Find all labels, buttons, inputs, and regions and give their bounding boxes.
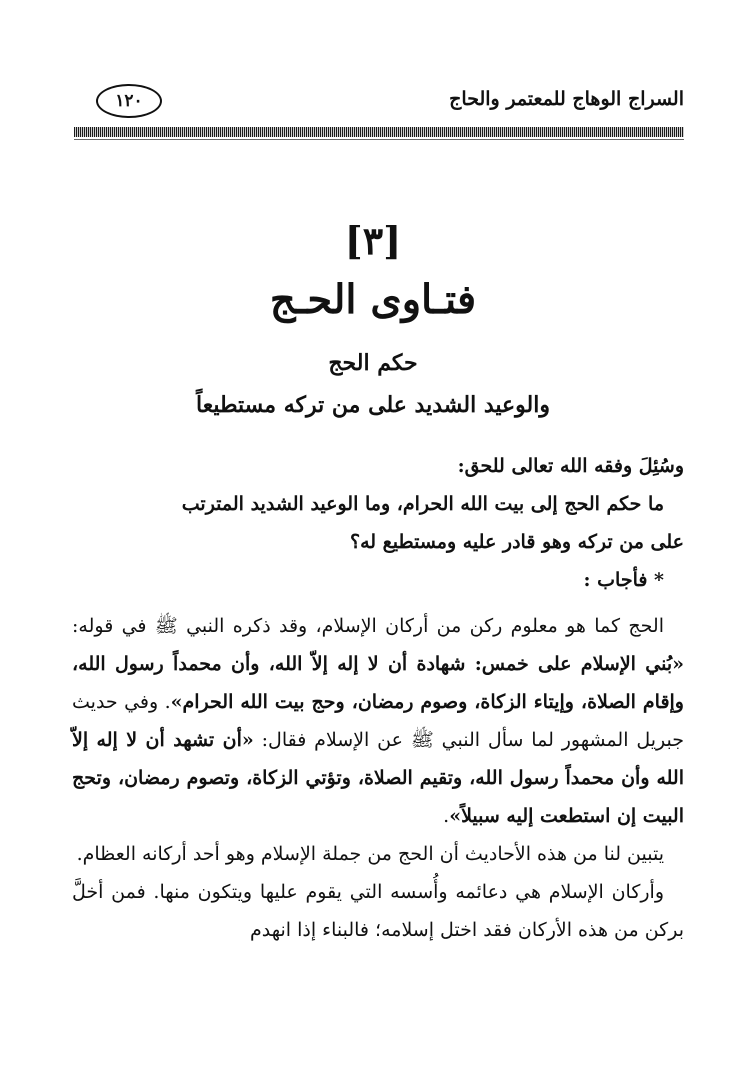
hadith-quote-2: «أن تشهد أن لا إله إلاّ الله وأن محمداً رسول الله، وتقيم الصلاة، وتؤتي الزكاة، وتصوم رمضان، وتحج البيت إن استطعت إليه سبيلاً» — [72, 729, 685, 827]
section-number: [٣] — [344, 218, 402, 263]
paragraph-text-a: الحج كما هو معلوم ركن من أركان الإسلام، وقد ذكره النبي ﷺ في قوله: — [72, 615, 664, 637]
subtitle-warning: والوعيد الشديد على من تركه مستطيعاً — [196, 392, 550, 418]
page-number: ١٢٠ — [96, 84, 162, 118]
running-title: السراج الوهاج للمعتمر والحاج — [449, 88, 684, 110]
header-rule-line — [74, 139, 684, 140]
hadith-quote-1: «بُني الإسلام على خمس: شهادة أن لا إله إلاّ الله، وأن محمداً رسول الله، وإقام الصلاة، وإيتاء الزكاة، وصوم رمضان، وحج بيت الله الحرام» — [72, 653, 684, 713]
question-line-2: على من تركه وهو قادر عليه ومستطيع له؟ — [349, 531, 684, 553]
subtitle-ruling: حكم الحج — [328, 350, 418, 376]
paragraph-pillars: وأركان الإسلام هي دعائمه وأُسسه التي يقوم عليها ويتكون منها. فمن أخلَّ بركن من هذه الأركان فقد اختل إسلامه؛ فالبناء إذا انهدم — [72, 881, 684, 941]
paragraph-text-c: . — [443, 805, 450, 827]
answer-label: * فأجاب : — [583, 569, 664, 591]
chapter-title: فتـاوى الحـج — [269, 276, 477, 323]
paragraph-hadith — [72, 607, 684, 835]
header-rule — [74, 127, 684, 137]
question-line-1: ما حكم الحج إلى بيت الله الحرام، وما الوعيد الشديد المترتب — [181, 493, 664, 515]
body-text — [72, 447, 684, 949]
paragraph-text-b: . وفي حديث جبريل المشهور لما سأل النبي ﷺ عن الإسلام فقال: — [72, 691, 684, 751]
paragraph-conclusion: يتبين لنا من هذه الأحاديث أن الحج من جملة الإسلام وهو أحد أركانه العظام. — [76, 843, 664, 865]
page-header — [74, 88, 684, 118]
question-intro: وسُئِلَ وفقه الله تعالى للحق: — [457, 455, 684, 477]
